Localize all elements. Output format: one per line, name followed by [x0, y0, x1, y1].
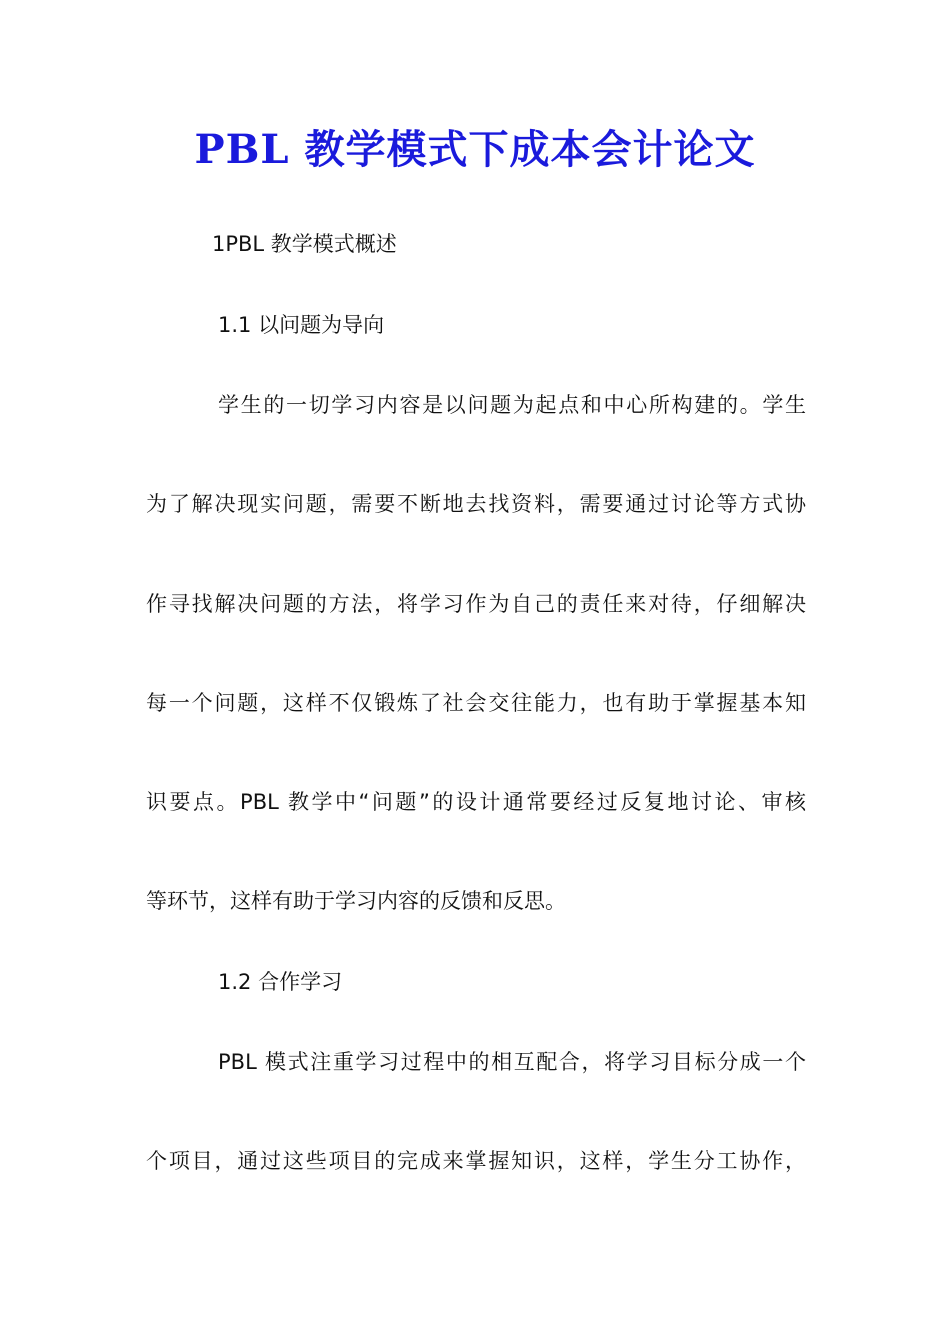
paragraph-line: 每一个问题，这样不仅锻炼了社会交往能力，也有助于掌握基本知: [146, 691, 806, 715]
paragraph-line: PBL 模式注重学习过程中的相互配合，将学习目标分成一个: [218, 1050, 806, 1074]
paragraph-line: 个项目，通过这些项目的完成来掌握知识，这样，学生分工协作，: [146, 1149, 806, 1173]
paragraph-line: 作寻找解决问题的方法，将学习作为自己的责任来对待，仔细解决: [146, 592, 806, 616]
paragraph-line: 为了解决现实问题，需要不断地去找资料，需要通过讨论等方式协: [146, 492, 806, 516]
document-title: PBL 教学模式下成本会计论文: [194, 126, 756, 173]
paragraph-line: 识要点。PBL 教学中“问题”的设计通常要经过反复地讨论、审核: [146, 790, 806, 814]
subsection-heading-1-2: 1.2 合作学习: [218, 970, 343, 994]
subsection-heading-1-1: 1.1 以问题为导向: [218, 313, 385, 337]
paragraph-line: 学生的一切学习内容是以问题为起点和中心所构建的。学生: [218, 393, 806, 417]
section-heading-1: 1PBL 教学模式概述: [212, 232, 397, 256]
paragraph-line: 等环节，这样有助于学习内容的反馈和反思。: [146, 889, 566, 913]
